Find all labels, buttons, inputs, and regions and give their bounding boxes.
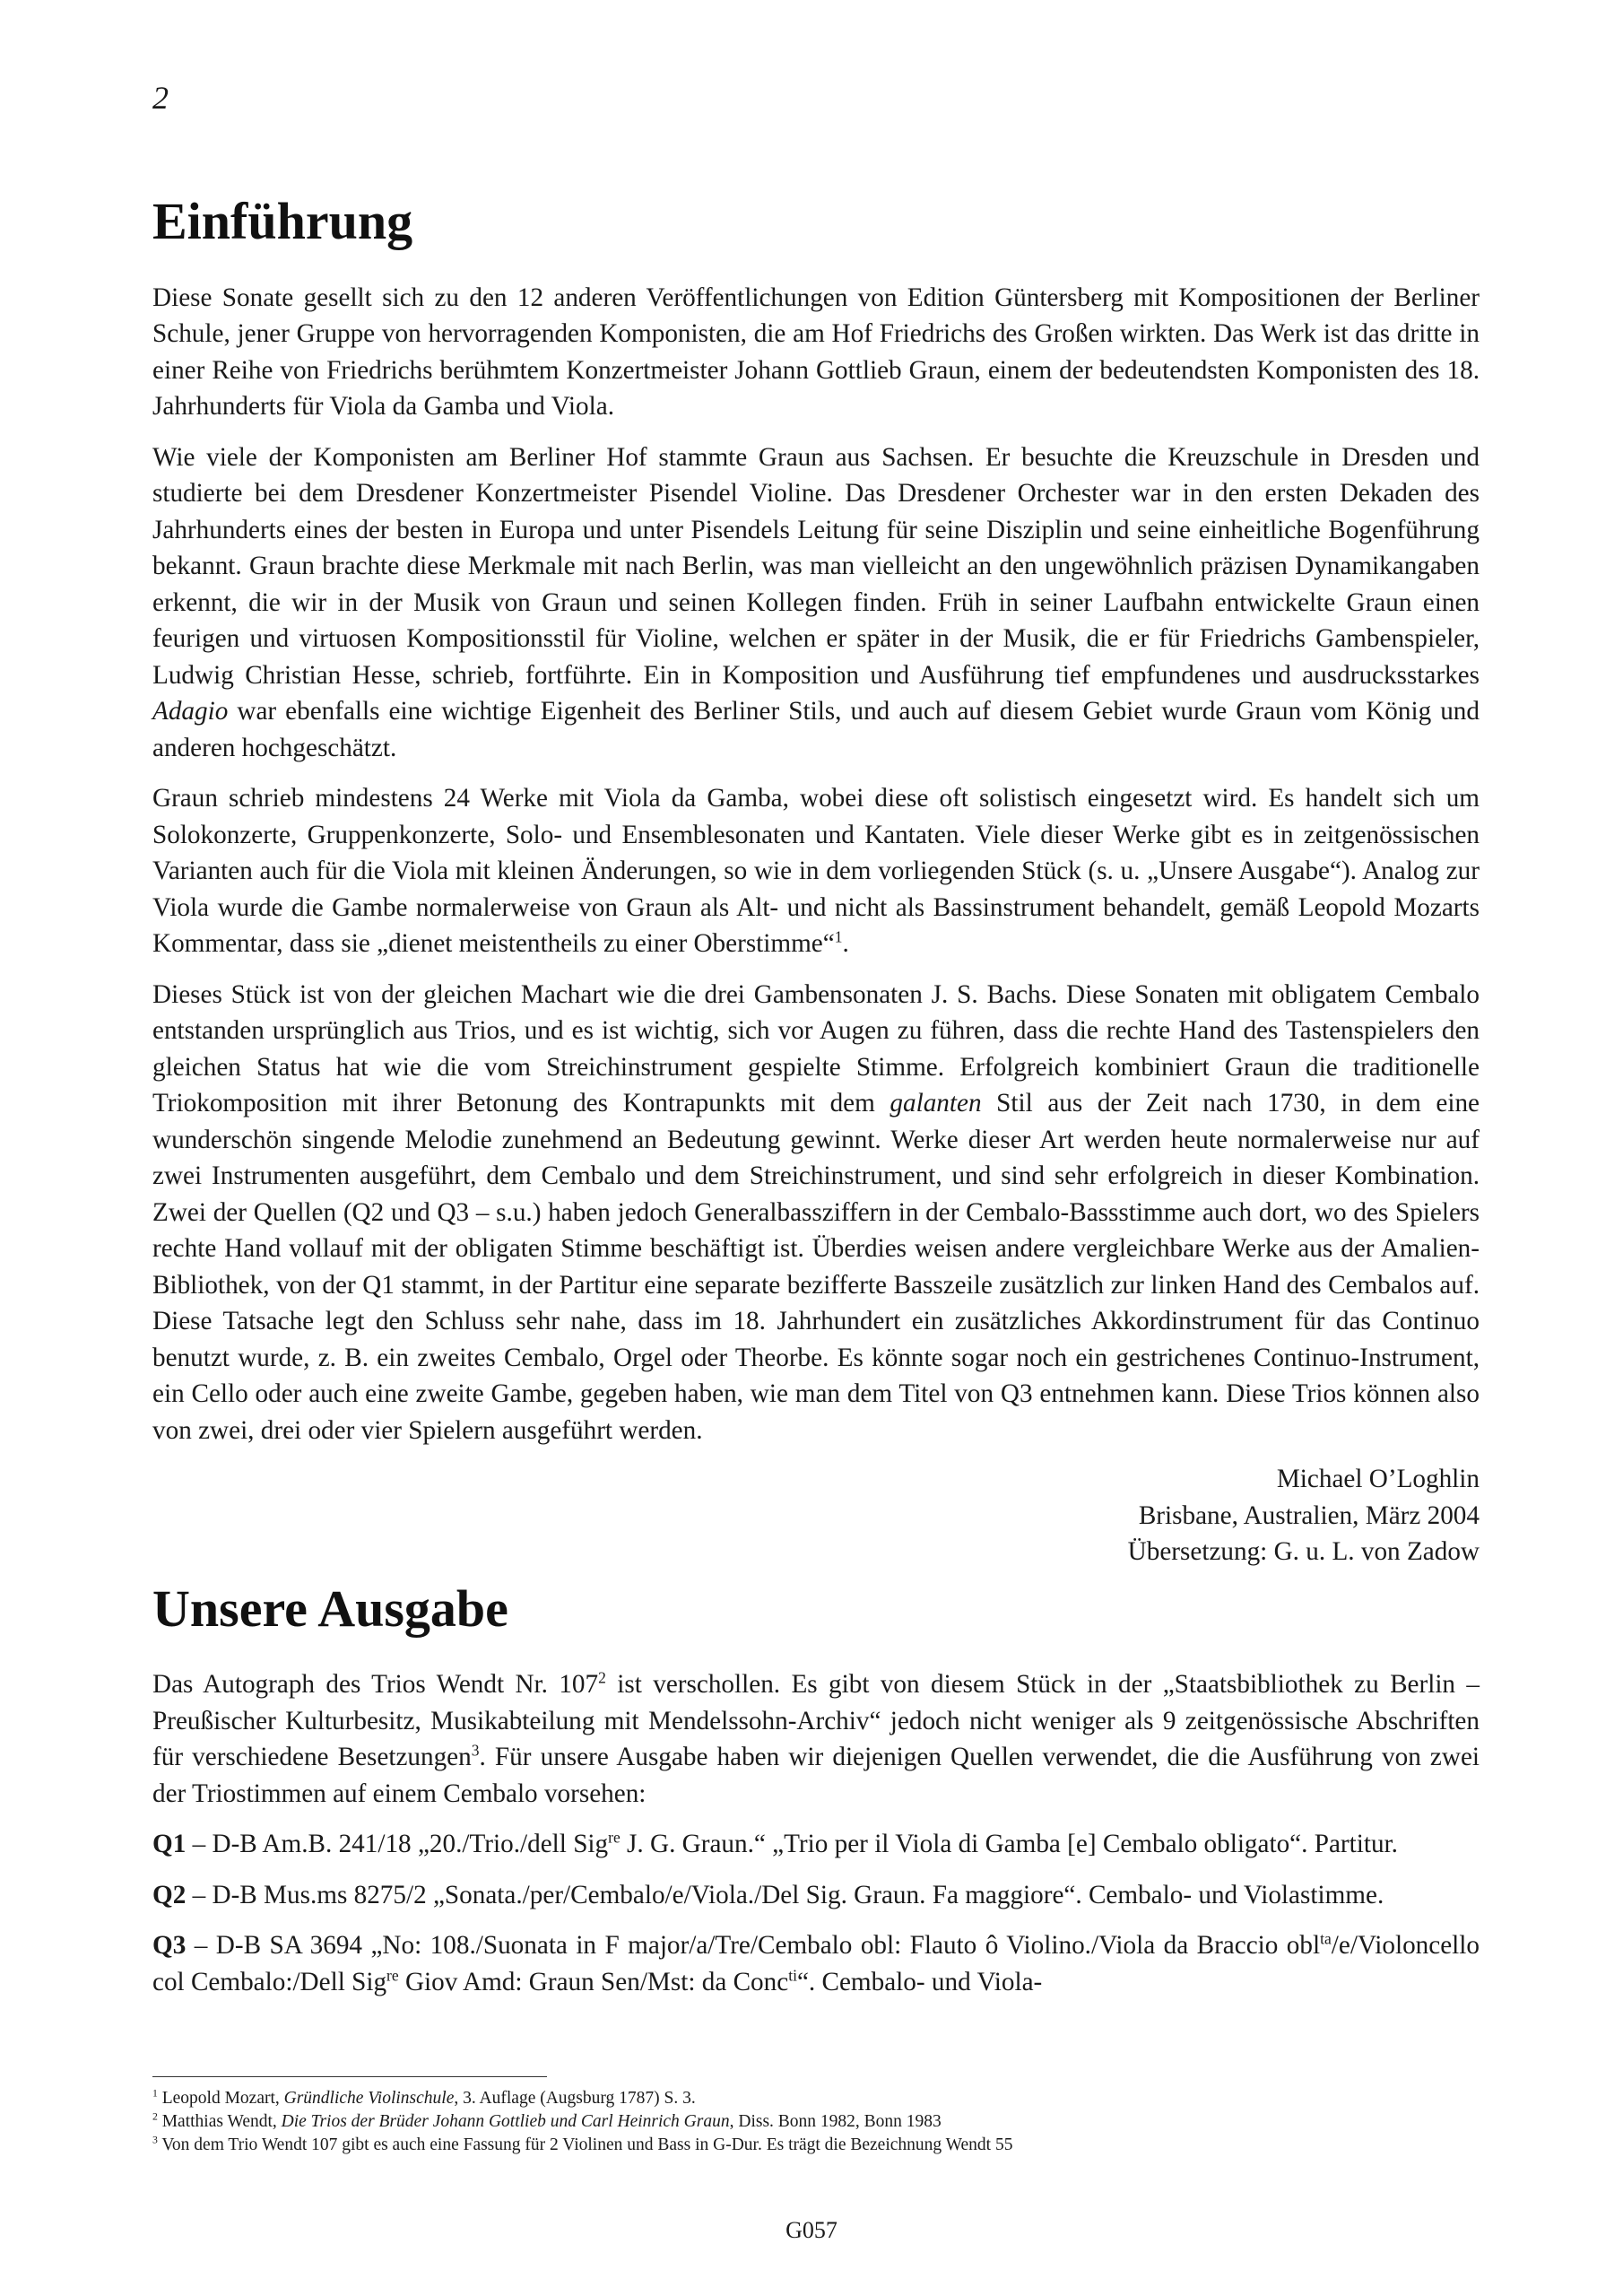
intro-paragraph-4: Dieses Stück ist von der gleichen Machart wie die drei Gambensonaten J. S. Bachs. Diese Sonaten mit obligatem Cembalo entstanden ursprünglich aus Trios, und es ist wichtig, sich vor Augen zu führen, dass die rechte Hand des Tastenspielers den gleichen Status hat wie die vom Streichinstrument gespielte Stimme. Erfolgreich kombiniert Graun die traditionelle Triokomposition mit ihrer Betonung des Kontrapunkts mit dem galanten Stil aus der Zeit nach 1730, in dem eine wunderschön singende Melodie zunehmend an Bedeutung gewinnt. Werke dieser Art werden heute normalerweise nur auf zwei Instrumenten ausgeführt, dem Cembalo und dem Streichinstrument, und sind sehr erfolgreich in dieser Kombination. Zwei der Quellen (Q2 und Q3 – s.u.) haben jedoch Generalbassziffern in der Cembalo-Bassstimme auch dort, wo des Spielers rechte Hand vollauf mit der obligaten Stimme beschäftigt ist. Überdies weisen andere vergleichbare Werke aus der Amalien-Bibliothek, von der Q1 stammt, in der Partitur eine separate bezifferte Basszeile zusätzlich zur linken Hand des Cembalos auf. Diese Tatsache legt den Schluss sehr nahe, dass im 18. Jahrhundert ein zusätzliches Akkordinstrument für das Continuo benutzt wurde, z. B. ein zweites Cembalo, Orgel oder Theorbe. Es könnte sogar noch ein gestrichenes Continuo-Instrument, ein Cello oder auch eine zweite Gambe, gegeben haben, wie man dem Titel von Q3 entnehmen kann. Diese Trios können also von zwei, drei oder vier Spielern ausgeführt werden. bbox=[152, 979, 1480, 1445]
signature-block bbox=[152, 1461, 1480, 1570]
source-q3-code: Q3 bbox=[152, 1931, 187, 1961]
intro-heading: Einführung bbox=[152, 192, 413, 250]
page-number: 2 bbox=[152, 80, 169, 116]
signature-place-date: Brisbane, Australien, März 2004 bbox=[1138, 1500, 1480, 1530]
main-content bbox=[152, 190, 1480, 2000]
source-q2: Q2 – D-B Mus.ms 8275/2 „Sonata./per/Cembalo/e/Viola./Del Sig. Graun. Fa maggiore“. Cembalo- und Violastimme. bbox=[152, 1880, 1384, 1909]
footnote-divider bbox=[152, 2076, 547, 2077]
intro-paragraph-3: Graun schrieb mindestens 24 Werke mit Viola da Gamba, wobei diese oft solistisch eingesetzt wird. Es handelt sich um Solokonzerte, Gruppenkonzerte, Solo- und Ensemblesonaten und Kantaten. Viele dieser Werke gibt es in zeitgenössischen Varianten auch für die Viola mit kleinen Änderungen, so wie in dem vorliegenden Stück (s. u. „Unsere Ausgabe“). Analog zur Viola wurde die Gambe normalerweise von Graun als Alt- und nicht als Bassinstrument behandelt, gemäß Leopold Mozarts Kommentar, dass sie „dienet meistentheils zu einer Oberstimme“$^1$. bbox=[152, 784, 1480, 959]
signature-author: Michael O’Loghlin bbox=[1276, 1465, 1480, 1494]
footnote-ref-1[interactable]: 1 bbox=[834, 927, 843, 946]
footnote-3: $^3$ Von dem Trio Wendt 107 gibt es auch eine Fassung für 2 Violinen und Bass in G-Dur. Es trägt die Bezeichnung Wendt 55 bbox=[152, 2134, 1013, 2154]
adagio-term: Adagio bbox=[152, 697, 229, 726]
source-q1: Q1 – D-B Am.B. 241/18 „20./Trio./dell Sig$^{re}$ J. G. Graun.“ „Trio per il Viola di Gamba [e] Cembalo obligato“. Partitur. bbox=[152, 1828, 1398, 1859]
footnote-1: $^1$ Leopold Mozart, Gründliche Violinschule, 3. Auflage (Augsburg 1787) S. 3. bbox=[152, 2087, 696, 2108]
footnote-ref-2[interactable]: 2 bbox=[598, 1668, 606, 1687]
footnote-2: $^2$ Matthias Wendt, Die Trios der Brüder Johann Gottlieb und Carl Heinrich Graun, Diss. Bonn 1982, Bonn 1983 bbox=[152, 2110, 942, 2131]
galanten-term: galanten bbox=[890, 1089, 982, 1118]
edition-heading: Unsere Ausgabe bbox=[152, 1578, 508, 1638]
intro-paragraph-1: Diese Sonate gesellt sich zu den 12 anderen Veröffentlichungen von Edition Güntersberg mit Kompositionen der Berliner Schule, jener Gruppe von hervorragenden Komponisten, die am Hof Friedrichs des Großen wirkten. Das Werk ist das dritte in einer Reihe von Friedrichs berühmtem Konzertmeister Johann Gottlieb Graun, einem der bedeutendsten Komponisten des 18. Jahrhunderts für Viola da Gamba und Viola. bbox=[152, 283, 1480, 422]
source-q3: Q3 – D-B SA 3694 „No: 108./Suonata in F major/a/Tre/Cembalo obl: Flauto ô Violino./Viola da Braccio obl$^{ta}$/e/Violoncello col Cembalo:/Dell Sig$^{re}$ Giov Amd: Graun Sen/Mst: da Conc$^{ti}$“. Cembalo- und Viola- bbox=[152, 1929, 1480, 1996]
signature-translation: Übersetzung: G. u. L. von Zadow bbox=[1127, 1537, 1480, 1567]
footnote-ref-3[interactable]: 3 bbox=[471, 1741, 480, 1760]
edition-paragraph-1: Das Autograph des Trios Wendt Nr. $107^2$ ist verschollen. Es gibt von diesem Stück in der „Staatsbibliothek zu Berlin – Preußischer Kulturbesitz, Musikabteilung mit Mendelssohn-Archiv“ jedoch nicht weniger als 9 zeitgenössische Abschriften für verschiedene Besetzungen$^3$. Für unsere Ausgabe haben wir diejenigen Quellen verwendet, die die Ausführung von zwei der Triostimmen auf einem Cembalo vorsehen: bbox=[152, 1668, 1480, 1808]
footnotes bbox=[152, 2087, 1480, 2157]
intro-paragraph-2: Wie viele der Komponisten am Berliner Hof stammte Graun aus Sachsen. Er besuchte die Kreuzschule in Dresden und studierte bei dem Dresdener Konzertmeister Pisendel Violine. Das Dresdener Orchester war in den ersten Dekaden des Jahrhunderts eines der besten in Europa und unter Pisendels Leitung für seine Disziplin und seine einheitliche Bogenführung bekannt. Graun brachte diese Merkmale mit nach Berlin, was man vielleicht an den ungewöhnlich präzisen Dynamikangaben erkennt, die wir in der Musik von Graun und seinen Kollegen finden. Früh in seiner Laufbahn entwickelte Graun einen feurigen und virtuosen Kompositionsstil für Violine, welchen er später in der Musik, die er für Friedrichs Gambenspieler, Ludwig Christian Hesse, schrieb, fortführte. Ein in Komposition und Ausführung tief empfundenes und ausdrucksstarkes Adagio war ebenfalls eine wichtige Eigenheit des Berliner Stils, und auch auf diesem Gebiet wurde Graun vom König und anderen hochgeschätzt. bbox=[152, 442, 1480, 762]
source-q1-code: Q1 bbox=[152, 1830, 187, 1859]
source-q2-code: Q2 bbox=[152, 1880, 187, 1909]
footer-code: G057 bbox=[785, 2217, 838, 2243]
